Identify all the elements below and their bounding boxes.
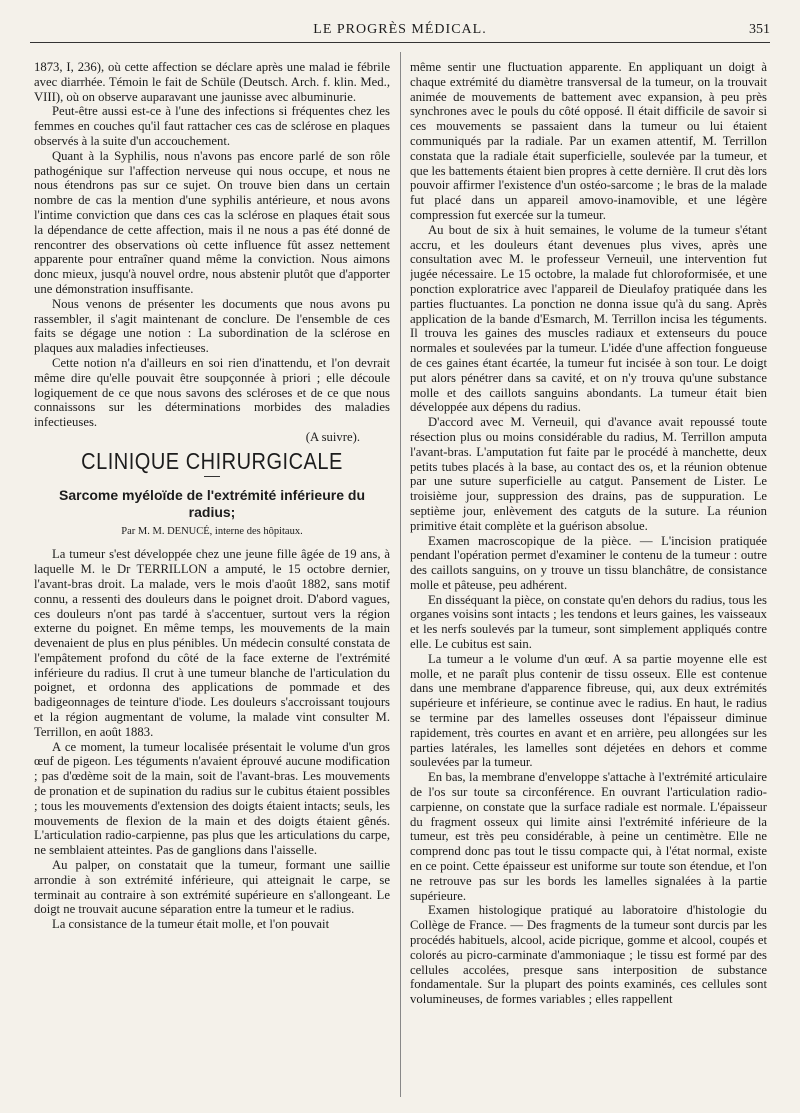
page-number: 351 <box>749 22 770 37</box>
paragraph: En bas, la membrane d'enveloppe s'attache à l'extrémité articulaire de l'os sur toute sa circonférence. En ouvrant l'articulation radio-carpienne, on constate que la surface radiale est normale. L'épaisseur du fragment osseux qui limite ainsi l'extrémité inférieure de la tumeur, est très peu considérable, à peine un centimètre. Elle ne comprend donc pas tout le tissu compacte qui, à l'état normal, existe en ce point. Cette épaisseur est uniforme sur toute son étendue, et l'on ne retrouve pas sur les bords les lamelles signalées à la partie supérieure. <box>410 770 767 903</box>
paragraph: Nous venons de présenter les documents que nous avons pu rassembler, il s'agit maintenant de conclure. De l'ensemble de ces faits se dégage une notion : La subordination de la sclérose en plaques aux maladies infectieuses. <box>34 296 390 356</box>
journal-title: LE PROGRÈS MÉDICAL. <box>313 22 487 37</box>
right-column <box>410 60 767 1095</box>
article-title: Sarcome myéloïde de l'extrémité inférieure du radius; <box>59 486 365 520</box>
paragraph: Cette notion n'a d'ailleurs en soi rien d'inattendu, et l'on devrait même dire qu'elle pouvait être soupçonnée à priori ; elle découle logiquement de ce que nous savons des scléroses et de ce que nous connaissons sur les déterminations morbides des maladies infectieuses. <box>34 355 390 430</box>
paragraph: Au bout de six à huit semaines, le volume de la tumeur s'étant accru, et les douleurs étant devenues plus vives, après une consultation avec M. le professeur Verneuil, une intervention fut jugée nécessaire. Le 15 octobre, la malade fut chloroformisée, et une ponction exploratrice avec l'appareil de Dieulafoy pratiquée dans les parties fluctuantes. La ponction ne donna issue qu'à du sang. Après application de la bande d'Esmarch, M. Terrillon incisa les téguments. Il trouva les gaines des muscles radiaux et extenseurs du pouce normales et soulevées par la tumeur. L'idée d'une affection fongueuse de ces gaines étant écartée, la tumeur fut incisée à son tour. Le doigt put alors pénétrer dans sa cavité, et on n'y trouva qu'une substance molle et des caillots sanguins abondants. La tumeur était bien développée aux dépens du radius. <box>410 222 767 415</box>
section-dash <box>204 476 220 477</box>
paragraph: En disséquant la pièce, on constate qu'en dehors du radius, tous les organes voisins sont intacts ; les tendons et leurs gaines, les vaisseaux et les nerfs soulevés par la tumeur, sont simplement appliqués contre elle. Le cubitus est sain. <box>410 592 767 652</box>
page-header <box>30 20 770 43</box>
paragraph: D'accord avec M. Verneuil, qui d'avance avait repoussé toute résection plus ou moins considérable du radius, M. Terrillon amputa l'avant-bras. L'amputation fut faite par le procédé à manchette, deux petits tubes placés à la base, au contact des os, et la réunion obtenue par une suture superficielle au catgut. Pansement de Lister. Le troisième jour, suppression des drains, pas de suppuration. Le septième jour, enlèvement des catguts de la suture. La réunion primitive était complète et la guérison absolue. <box>410 415 767 533</box>
byline: Par M. M. DENUCÉ, interne des hôpitaux. <box>121 525 303 537</box>
paragraph: Quant à la Syphilis, nous n'avons pas encore parlé de son rôle pathogénique sur l'affection nerveuse qui nous occupe, et nous ne nous étendrons pas sur ce sujet. On trouve bien dans un certain nombre de cas la mention d'une syphilis antérieure, et nous avons l'intime conviction que dans ces cas la sclérose en plaques était sous la dépendance de cette affection, mais il ne nous a pas été donné de rencontrer des observations où cette influence fût assez nettement apparente pour entraîner quand même la conviction. Nous aimons donc mieux, jusqu'à nouvel ordre, nous abstenir plutôt que d'apporter une démonstration insuffisante. <box>34 148 390 296</box>
paragraph: La consistance de la tumeur était molle, et l'on pouvait <box>52 917 330 932</box>
paragraph: La tumeur a le volume d'un œuf. A sa partie moyenne elle est molle, et ne paraît plus contenir de tissu osseux. Elle est contenue dans une membrane d'apparence fibreuse, qui, aux deux extrémités supérieure et inférieure, se continue avec le radius. En haut, le radius se termine par des lamelles osseuses dont l'épaisseur diminue rapidement, très courtes en avant et en arrière, peu allongées sur les parties latérales, les lamelles sont déjetées en dehors et comme soulevées par la tumeur. <box>410 651 767 770</box>
paragraph: Examen histologique pratiqué au laboratoire d'histologie du Collège de France. — Des fragments de la tumeur sont durcis par les procédés habituels, alcool, acide picrique, gomme et alcool, coupés et colorés au picro-carminate d'ammoniaque ; le tissu est formé par des cellules accolées, presque sans interposition de substance fondamentale. Sur la plupart des points examinés, ces cellules sont volumineuses, de formes variables ; elles rappellent <box>410 903 767 1007</box>
paragraph: Peut-être aussi est-ce à l'une des infections si fréquentes chez les femmes en couches qu'il faut rattacher ces cas de sclérose en plaques observés à la suite d'un accouchement. <box>34 104 390 148</box>
paragraph: La tumeur s'est développée chez une jeune fille âgée de 19 ans, à laquelle M. le Dr TERRILLON a amputé, le 15 octobre dernier, l'avant-bras droit. La malade, vers le mois d'août 1882, sans motif connu, a ressenti des douleurs dans le poignet droit. D'abord vagues, ces douleurs n'ont pas tardé à s'accentuer, surtout vers la région externe du poignet. En même temps, les mouvements de la main devenaient de plus en plus pénibles. Un médecin consulté constata de l'empâtement profond du côté de la face externe de l'extrémité inférieure du radius. Il crut à une tumeur blanche de l'articulation du poignet, et ordonna des applications de pommade et des badigeonnages de teinture d'iode. Les douleurs s'accroissant toujours et la région augmentant de volume, la malade vint consulter M. Terrillon, en août 1883. <box>34 547 390 739</box>
paragraph: A ce moment, la tumeur localisée présentait le volume d'un gros œuf de pigeon. Les téguments n'avaient éprouvé aucune modification ; pas d'œdème soit de la main, soit de l'avant-bras. Les mouvements de pronation et de supination du radius sur le cubitus étaient possibles ; tous les mouvements d'extension des doigts étaient intacts; seuls, les mouvements de flexion de la main et des doigts étaient gênés. L'articulation radio-carpienne, pas plus que les articulations du carpe, ne semblaient atteintes. Pas de ganglions dans l'aisselle. <box>34 739 390 858</box>
paragraph: 1873, I, 236), où cette affection se déclare après une malad ie fébrile avec diarrhée. Témoin le fait de Schüle (Deutsch. Arch. f. klin. Med., VIII), où on observe auparavant une jaunisse avec albuminurie. <box>34 60 390 104</box>
column-divider <box>400 52 401 1097</box>
section-title: CLINIQUE CHIRURGICALE <box>81 449 343 475</box>
paragraph: même sentir une fluctuation apparente. En appliquant un doigt à chaque extrémité du diamètre transversal de la tumeur, on la trouvait animée de mouvements de battement avec expansion, à peu près synchrones avec le pouls du côté opposé. Il était difficile de savoir si ces mouvements se passaient dans la tumeur ou lui étaient communiqués par la radiale. Par un examen attentif, M. Terrillon constata que la radiale était superficielle, soulevée par la tumeur, et que les battements étaient bien propres à cette dernière. Il crut dès lors pouvoir affirmer l'existence d'un ostéo-sarcome ; le bras de la malade fut placé dans un appareil amovo-inamovible, et une légère compression fut exercée sur la tumeur. <box>410 60 767 222</box>
paragraph: Examen macroscopique de la pièce. — L'incision pratiquée pendant l'opération permet d'examiner le contenu de la tumeur : outre des caillots sanguins, on y trouve un tissu blanchâtre, de consistance molle et pâteuse, peu adhérent. <box>410 533 767 592</box>
to-be-continued: (A suivre). <box>305 429 360 444</box>
left-column <box>34 60 390 1095</box>
paragraph: Au palper, on constatait que la tumeur, formant une saillie arrondie à son extrémité inférieure, qui atteignait le carpe, se terminait au contraire à son extrémité supérieure en s'allongeant. Le doigt ne trouvait aucune séparation entre la tumeur et le radius. <box>34 858 390 917</box>
